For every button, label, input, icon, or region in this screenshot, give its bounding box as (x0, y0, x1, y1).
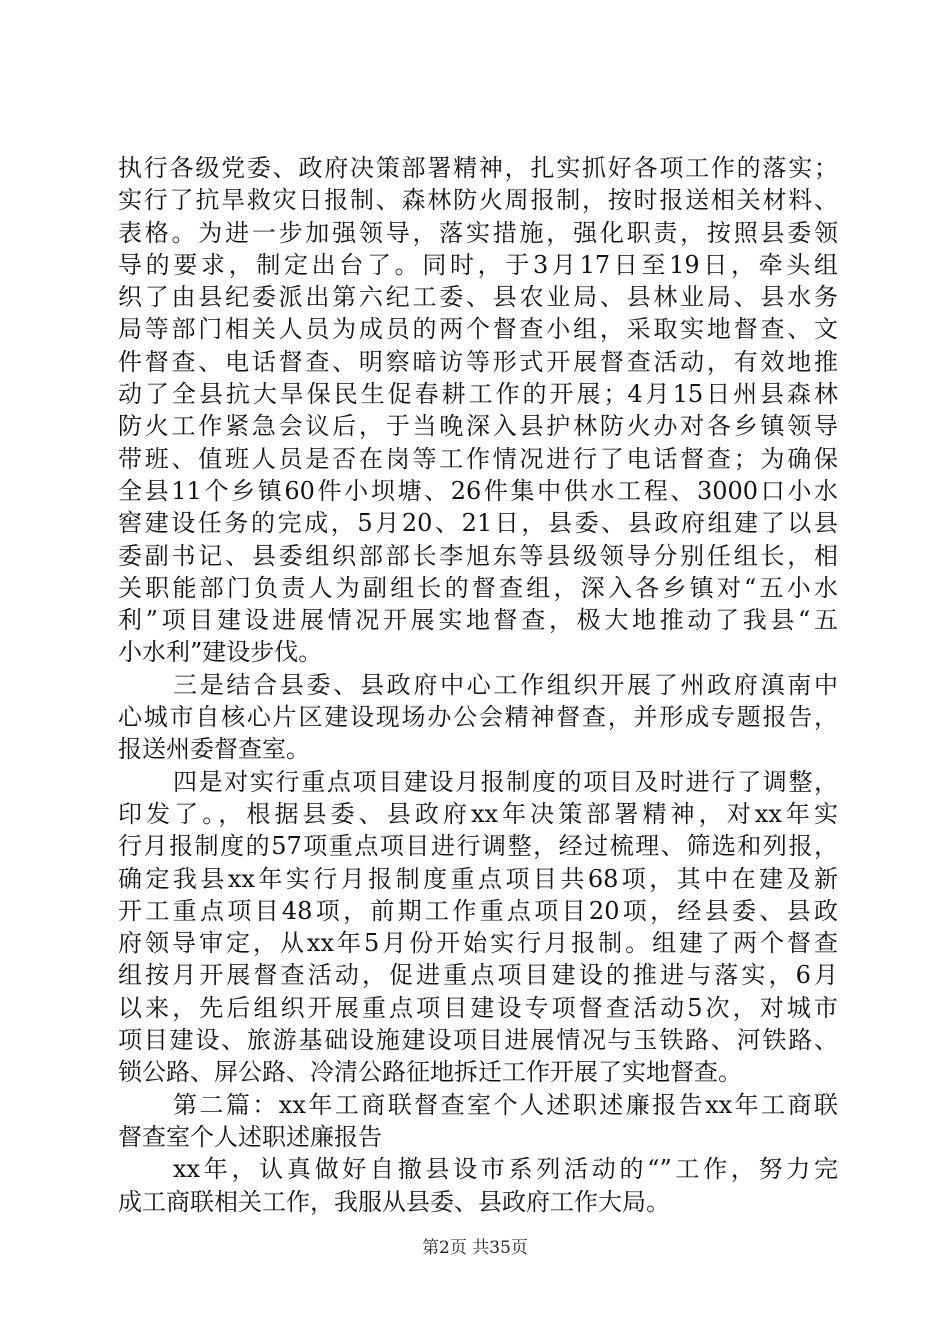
text-line: 导的要求，制定出台了。同时，于3月17日至19日，牵头组 (118, 250, 838, 279)
text-line: 表格。为进一步加强领导，落实措施，强化职责，按照县委领 (118, 218, 838, 247)
text-line: 实行了抗旱救灾日报制、森林防火周报制，按时报送相关材料、 (118, 186, 838, 215)
text-line: 第二篇：xx年工商联督查室个人述职述廉报告xx年工商联 (173, 1090, 838, 1119)
text-line: 行月报制度的57项重点项目进行调整，经过梳理、筛选和列报， (118, 832, 838, 861)
text-line: 关职能部门负责人为副组长的督查组，深入各乡镇对“五小水 (118, 573, 838, 602)
text-line: 窖建设任务的完成，5月20、21日，县委、县政府组建了以县 (118, 509, 838, 538)
text-line: xx年，认真做好自撤县设市系列活动的“”工作，努力完 (173, 1155, 838, 1184)
text-line: 成工商联相关工作，我服从县委、县政府工作大局。 (118, 1187, 670, 1216)
text-line: 利”项目建设进展情况开展实地督查，极大地推动了我县“五 (118, 606, 838, 635)
text-line: 确定我县xx年实行月报制度重点项目共68项，其中在建及新 (118, 864, 838, 893)
text-line: 防火工作紧急会议后，于当晚深入县护林防火办对各乡镇领导 (118, 412, 838, 441)
text-line: 报送州委督查室。 (118, 735, 310, 764)
text-line: 项目建设、旅游基础设施建设项目进展情况与玉铁路、河铁路、 (118, 1026, 838, 1055)
text-line: 三是结合县委、县政府中心工作组织开展了州政府滇南中 (173, 670, 838, 699)
text-line: 执行各级党委、政府决策部署精神，扎实抓好各项工作的落实； (118, 154, 838, 182)
text-line: 动了全县抗大旱保民生促春耕工作的开展；4月15日州县森林 (118, 380, 838, 409)
text-line: 心城市自核心片区建设现场办公会精神督查，并形成专题报告， (118, 703, 838, 732)
text-line: 件督查、电话督查、明察暗访等形式开展督查活动，有效地推 (118, 347, 838, 376)
document-body (118, 152, 838, 1218)
text-line: 开工重点项目48项，前期工作重点项目20项，经县委、县政 (118, 896, 838, 925)
text-line: 全县11个乡镇60件小坝塘、26件集中供水工程、3000口小水 (118, 476, 838, 505)
page-footer: 第2页 共35页 (422, 1238, 528, 1258)
text-line: 局等部门相关人员为成员的两个督查小组，采取实地督查、文 (118, 315, 838, 344)
text-line: 督查室个人述职述廉报告 (118, 1122, 382, 1151)
text-line: 织了由县纪委派出第六纪工委、县农业局、县林业局、县水务 (118, 283, 838, 312)
text-line: 以来，先后组织开展重点项目建设专项督查活动5次，对城市 (118, 993, 838, 1022)
text-line: 委副书记、县委组织部部长李旭东等县级领导分别任组长，相 (118, 541, 838, 570)
text-line: 府领导审定，从xx年5月份开始实行月报制。组建了两个督查 (118, 929, 838, 958)
text-line: 小水利”建设步伐。 (118, 638, 323, 667)
text-line: 锁公路、屏公路、冷清公路征地拆迁工作开展了实地督查。 (118, 1058, 742, 1087)
text-line: 带班、值班人员是否在岗等工作情况进行了电话督查；为确保 (118, 444, 838, 473)
text-line: 四是对实行重点项目建设月报制度的项目及时进行了调整， (173, 767, 838, 796)
text-line: 组按月开展督查活动，促进重点项目建设的推进与落实，6月 (118, 961, 838, 990)
text-line: 印发了。，根据县委、县政府xx年决策部署精神，对xx年实 (118, 799, 838, 828)
